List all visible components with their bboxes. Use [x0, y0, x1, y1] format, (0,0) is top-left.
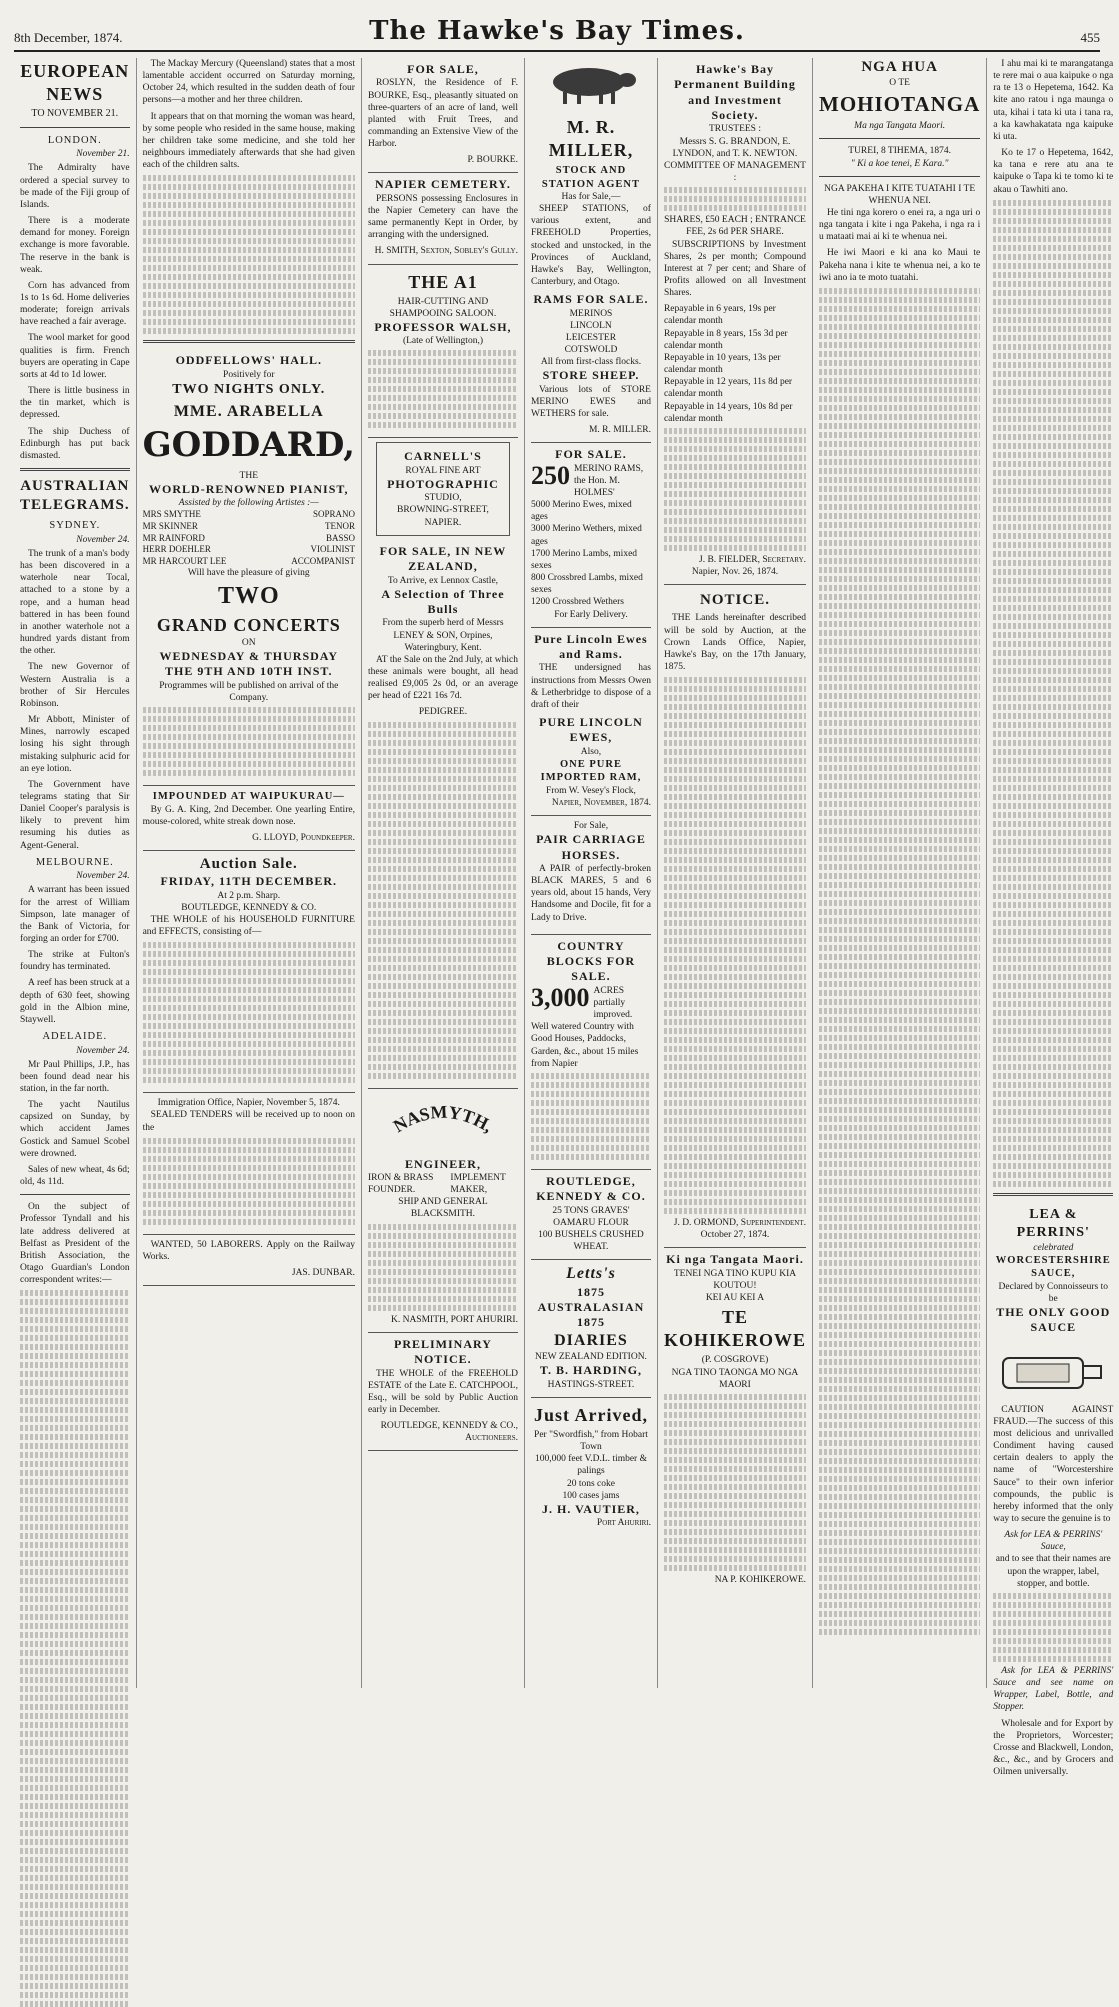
nasmyth-signature: K. NASMITH, PORT AHURIRI. — [390, 1314, 518, 1325]
ad-body-text — [368, 1224, 518, 1311]
divider — [819, 176, 980, 177]
lot-item: 1200 Crossbred Wethers — [530, 597, 624, 608]
two-nights-label: TWO NIGHTS ONLY. — [172, 381, 326, 397]
lea-footer: Ask for LEA & PERRINS' Sauce and see name on Wrapper, Label, Bottle, and Stopper. — [993, 1665, 1114, 1713]
ad-body-text — [143, 942, 355, 1083]
place-sydney: SYDNEY. — [49, 520, 101, 532]
walsh-name: PROFESSOR WALSH, — [374, 319, 512, 334]
pianist-label: WORLD-RENOWNED PIANIST, — [149, 481, 349, 496]
programmes-note: Programmes will be published on arrival of the Company. — [159, 680, 339, 703]
letts-label: Letts's — [566, 1265, 616, 1283]
acres-text: ACRES partially improved. Well watered Country with Good Houses, Paddocks, Garden, &c., about 15 miles from Napier — [530, 985, 639, 1069]
studio-label: STUDIO, — [424, 493, 462, 504]
article-body-text — [143, 175, 355, 334]
column-2 — [137, 58, 362, 1688]
wholesale-text: Wholesale and for Export by the Proprietors, Worcester; Crosse and Blackwell, London, &c., &c., and by Grocers and Oilmen universally. — [993, 1718, 1114, 1778]
preliminary-text: THE WHOLE of the FREEHOLD ESTATE of the Late E. CATCHPOOL, Esq., will be sold by Public Auction early in December. — [367, 1368, 518, 1415]
news-paragraph: The ship Duchess of Edinburgh has put back dismasted. — [20, 426, 130, 461]
repayment-item: Repayable in 10 years, 13s per calendar month — [663, 352, 781, 376]
worcestershire-label: WORCESTERSHIRE SAUCE, — [995, 1254, 1111, 1280]
lot-item: 800 Crossbred Lambs, mixed sexes — [530, 573, 643, 596]
bulls-advertisement — [368, 540, 518, 1089]
diaries-label: DIARIES — [554, 1331, 628, 1349]
acres-count: 3,000 — [530, 982, 590, 1012]
mohiotanga-motto: " Ki a koe tenei, E Kara." — [850, 158, 949, 169]
miller-name: M. R. MILLER, — [548, 117, 634, 161]
news-paragraph: The new Governor of Western Australia is a brother of Sir Hercules Robinson. — [20, 662, 130, 709]
date-melbourne: November 24. — [76, 871, 130, 882]
place-adelaide: ADELAIDE. — [42, 1031, 108, 1043]
for-sale-label: For Sale, — [573, 821, 609, 832]
divider — [143, 340, 355, 343]
palings-item: 100,000 feet V.D.L. timber & palings — [534, 1454, 647, 1477]
article-paragraph: Ko te 17 o Hepetema, 1642, ka tana e rere atu ana te kaipuke o Tapa ki te tomo ki te akau o Tawhiti ano. — [993, 148, 1114, 195]
impounded-heading: IMPOUNDED AT WAIPUKURAU— — [152, 791, 345, 803]
merino-sale-advertisement — [531, 443, 651, 627]
harding-street: HASTINGS-STREET. — [547, 1379, 635, 1390]
news-paragraph: The strike at Fulton's foundry has terminated. — [20, 950, 130, 973]
caution-text: CAUTION AGAINST FRAUD.—The success of this most delicious and unrivalled Condiment having caused certain dealers to apply the name of "Worcestershire Sauce" to their own inferior compounds, the public is hereby informed that the only way to secure the genuine is to — [993, 1404, 1114, 1524]
concert-advertisement — [143, 349, 355, 786]
sheep-stations-text: SHEEP STATIONS, of various extent, and FREEHOLD Properties, stocked and unstocked, in the Provinces of Auckland, Hawke's Bay, Wellington, Canterbury, and Otago. — [530, 204, 651, 288]
cemetery-signature: H. SMITH, Sexton, Sobley's Gully. — [374, 246, 518, 257]
masthead — [14, 10, 1100, 52]
country-blocks-heading: COUNTRY BLOCKS FOR SALE. — [546, 938, 636, 984]
wheat-label: 100 BUSHELS CRUSHED WHEAT. — [538, 1229, 644, 1253]
news-paragraph: The trunk of a man's body has been discovered in a waterhole near Tocal, attached to a stone by a rope, and a human head battered in has been found in another waterhole not a hundred yards distant from the other. — [20, 549, 130, 657]
impounded-text: By G. A. King, 2nd December. One yearling Entire, mouse-colored, white streak down nose. — [142, 804, 355, 827]
ad-body-text — [993, 1593, 1113, 1662]
tender-notice — [143, 1093, 355, 1234]
bulls-sale-text: AT the Sale on the 2nd July, at which these animals were bought, all head realised £9,005 2s 0d, or an average per head of £221 16s 7d. — [367, 654, 518, 702]
nz-edition: NEW ZEALAND EDITION. — [534, 1352, 647, 1363]
land-lots-text — [664, 677, 806, 1214]
committee-list — [664, 187, 806, 211]
subscriptions-text: SUBSCRIPTIONS by Investment Shares, 2s per month; Compound Interest at 7 per cent; and Share of Profits allowed on all Investment Shares. — [663, 239, 806, 299]
nasmyth-arc-heading — [368, 1097, 518, 1153]
sauce-bottle-icon — [993, 1342, 1113, 1398]
nga-hua-heading: NGA HUA — [861, 59, 938, 75]
auctioneers-name: BOUTLEDGE, KENNEDY & CO. — [181, 902, 317, 913]
cemetery-text: PERSONS possessing Enclosures in the Napier Cemetery can have the same permanently Kept in Order, by arranging with the undersigned. — [367, 193, 518, 241]
photographic-label: PHOTOGRAPHIC — [387, 476, 499, 491]
newspaper-title: The Hawke's Bay Times. — [369, 16, 745, 46]
date-adelaide: November 24. — [76, 1045, 130, 1056]
artiste-row: MR RAINFORD BASSO — [142, 532, 355, 543]
diaries-year: 1875 AUSTRALASIAN 1875 — [537, 1284, 645, 1330]
household-text: THE WHOLE of his HOUSEHOLD FURNITURE and EFFECTS, consisting of— — [142, 914, 355, 938]
artiste-row: MR SKINNER TENOR — [142, 521, 355, 531]
ad-body-text — [664, 428, 806, 551]
store-sheep-text: Various lots of STORE MERINO EWES and WETHERS for sale. — [530, 384, 651, 419]
auction-date: FRIDAY, 11TH DECEMBER. — [160, 874, 338, 889]
has-for-sale: Has for Sale,— — [561, 191, 621, 202]
date-sydney: November 24. — [76, 534, 130, 545]
australian-telegrams-heading: AUSTRALIAN TELEGRAMS. — [20, 478, 130, 514]
repayment-item: Repayable in 8 years, 15s 3d per calendar month — [663, 328, 788, 351]
flocks-label: All from first-class flocks. — [540, 357, 642, 368]
news-paragraph: Corn has advanced from 1s to 1s 6d. Home deliveries moderate; foreign arrivals have reached a fair average. — [20, 280, 130, 328]
repayment-item: Repayable in 12 years, 11s 8d per calendar month — [663, 377, 793, 400]
notice-text: THE Lands hereinafter described will be sold by Auction, at the Crown Lands Office, Napier, Hawke's Bay, on the 17th January, 1875. — [663, 613, 806, 672]
lincoln-advertisement — [531, 628, 651, 816]
implement-label: IMPLEMENT MAKER, — [450, 1173, 506, 1196]
news-paragraph: The Admiralty have ordered a special survey to be made of the Fiji group of Islands. — [20, 163, 130, 210]
store-sheep-heading: STORE SHEEP. — [542, 368, 640, 383]
walsh-sub: (Late of Wellington,) — [402, 336, 483, 347]
routledge-heading: ROUTLEDGE, KENNEDY & CO. — [536, 1173, 646, 1204]
sheep-illustration — [531, 62, 651, 106]
lea-perrins-heading: LEA & PERRINS' — [1016, 1206, 1090, 1240]
breeds-list: MERINOS LINCOLN LEICESTER COTSWOLD — [564, 308, 618, 356]
stock-agent-advertisement — [531, 110, 651, 443]
the-label: THE — [239, 470, 259, 481]
repayment-item: Repayable in 14 years, 10s 8d per calendar month — [663, 401, 793, 424]
impounded-notice — [143, 786, 355, 851]
honor-label: Will have the pleasure of giving — [187, 568, 310, 579]
divider — [20, 127, 130, 128]
news-paragraph: The Mackay Mercury (Queensland) states that a most lamentable accident occurred on Saturday morning, October 24, which resulted in the sudden death of four persons—a mother and her three children. — [142, 59, 355, 106]
carnell-sub: ROYAL FINE ART — [405, 465, 481, 476]
lot-item: 5000 Merino Ewes, mixed ages — [530, 500, 632, 523]
vautier-name: J. H. VAUTIER, — [542, 1501, 640, 1516]
positively-label: Positively for — [223, 369, 275, 380]
saloon-label: HAIR-CUTTING AND SHAMPOOING SALOON. — [389, 296, 497, 319]
artiste-row: HERR DOEHLER VIOLINIST — [142, 544, 355, 555]
iron-label: IRON & BRASS FOUNDER. — [367, 1173, 434, 1196]
on-label: ON — [241, 637, 256, 648]
foundry-labels — [368, 1172, 518, 1196]
ad-body-text — [368, 350, 518, 428]
wanted-text: WANTED, 50 LABORERS. Apply on the Railway Works. — [142, 1239, 355, 1262]
trustees-list: Messrs S. G. BRANDON, E. LYNDON, and T. K. NEWTON. — [672, 136, 798, 159]
harding-name: T. B. HARDING, — [539, 1363, 643, 1378]
kei-label: KEI AU KEI A — [705, 1293, 765, 1304]
delivery-note: For Early Delivery. — [554, 609, 628, 620]
pedigree-label: PEDIGREE. — [418, 707, 468, 718]
article-body-text — [819, 288, 980, 1635]
date-london: November 21. — [76, 149, 130, 160]
committee-label: COMMITTEE OF MANAGEMENT : — [664, 160, 806, 184]
kohikerowe-signature: NA P. KOHIKEROWE. — [714, 1574, 806, 1585]
street-label: BROWNING-STREET, — [397, 505, 489, 516]
a1-heading: THE A1 — [408, 271, 478, 292]
issue-date: 8th December, 1874. — [14, 30, 123, 45]
mohiotanga-date: TUREI, 8 TIHEMA, 1874. — [848, 146, 951, 157]
preliminary-signature: ROUTLEDGE, KENNEDY & CO., Auctioneers. — [380, 1421, 518, 1444]
roslyn-signature: P. BOURKE. — [467, 155, 518, 166]
for-sale-heading: FOR SALE, — [407, 62, 479, 76]
column-7 — [987, 58, 1119, 1778]
ram-label: ONE PURE IMPORTED RAM, — [540, 758, 642, 784]
news-paragraph: A warrant has been issued for the arrest of William Simpson, late manager of the Bank of Victoria, for forging an order for £700. — [20, 885, 130, 944]
mohiotanga-sub: Ma nga Tangata Maori. — [854, 121, 946, 132]
lea-perrins-advertisement — [993, 1202, 1113, 1789]
shares-label: SHARES, £50 EACH ; ENTRANCE FEE, 2s 6d PER SHARE. — [664, 215, 806, 238]
ad-body-text — [143, 707, 355, 776]
blacksmith-label: SHIP AND GENERAL BLACKSMITH. — [398, 1197, 488, 1220]
svg-text:NASMYTH,: NASMYTH, — [389, 1101, 497, 1136]
news-paragraph: It appears that on that morning the woman was heard, by some people who resided in the same house, making her children take some medicine, and she told her neighbours immediately afterwards that she had given each of the children salts. — [142, 111, 355, 171]
place-london: LONDON. — [47, 134, 102, 146]
wanted-signature: JAS. DUNBAR. — [291, 1268, 355, 1279]
cemetery-advertisement — [368, 173, 518, 264]
ask-label: Ask for LEA & PERRINS' Sauce, — [1004, 1530, 1103, 1553]
building-society-advertisement — [664, 58, 806, 585]
impounded-signature: G. LLOYD, Poundkeeper. — [252, 832, 355, 843]
assisted-label: Assisted by the following Artistes :— — [178, 498, 319, 509]
immigration-office: Immigration Office, Napier, November 5, 1874. — [157, 1098, 340, 1109]
ormond-date: October 27, 1874. — [700, 1230, 770, 1241]
concert-dates: THE 9TH AND 10TH INST. — [165, 664, 333, 679]
notice-heading: NOTICE. — [700, 592, 770, 609]
column-1 — [14, 58, 137, 1688]
page-number: 455 — [1080, 30, 1100, 45]
carriage-horses-advertisement — [531, 816, 651, 935]
news-paragraph: Mr Abbott, Minister of Mines, narrowly escaped losing his sight through mistaking sulphuric acid for an eye lotion. — [20, 715, 130, 774]
wanted-notice — [143, 1235, 355, 1286]
grand-concerts-label: GRAND CONCERTS — [156, 614, 341, 635]
rams-count: 250 — [530, 460, 570, 490]
ad-body-text — [664, 1394, 806, 1571]
ormond-signature: J. D. ORMOND, Superintendent. — [673, 1218, 806, 1229]
fielder-signature: J. B. FIELDER, Secretary. — [699, 554, 806, 565]
cosgrove-label: (P. COSGROVE) — [701, 1355, 769, 1366]
place-melbourne: MELBOURNE. — [35, 856, 114, 868]
pedigree-text — [368, 722, 518, 1079]
auction-time: At 2 p.m. Sharp. — [217, 890, 281, 901]
kohikerowe-name: TE KOHIKEROWE — [663, 1307, 806, 1351]
divider — [993, 1193, 1113, 1196]
european-news-sub: TO NOVEMBER 21. — [31, 108, 119, 120]
just-arrived-heading: Just Arrived, — [533, 1404, 648, 1425]
engineer-label: ENGINEER, — [404, 1156, 481, 1171]
concert-days: WEDNESDAY & THURSDAY — [159, 649, 339, 664]
kinga-heading: Ki nga Tangata Maori. — [666, 1252, 804, 1267]
column-3 — [362, 58, 525, 1688]
kohikerowe-advertisement — [664, 1248, 806, 1592]
article-paragraph: He iwi Maori e ki ana ko Maui te Pakeha nana i kite te whenua nei, a ko te iwi ano ia te moto tuatahi. — [819, 248, 981, 283]
society-title: Hawke's Bay Permanent Building and Investment Society. — [674, 62, 796, 123]
flock-label: From W. Vesey's Flock, — [545, 785, 636, 796]
swordfish-label: Per "Swordfish," from Hobart Town — [534, 1430, 648, 1453]
ask-note: and to see that their names are upon the wrapper, label, stopper, and bottle. — [995, 1554, 1111, 1589]
preliminary-heading: PRELIMINARY NOTICE. — [394, 1336, 492, 1367]
news-paragraph: There is little business in the tin market, which is depressed. — [20, 386, 130, 421]
divider — [819, 138, 980, 139]
column-5 — [658, 58, 813, 1688]
fielder-date: Napier, Nov. 26, 1874. — [691, 567, 779, 578]
trustees-label: TRUSTEES : — [708, 124, 761, 135]
celebrated-label: celebrated — [1033, 1242, 1074, 1253]
two-label: TWO — [217, 583, 280, 610]
artiste-row: MRS SMYTHE SOPRANO — [142, 509, 355, 520]
news-paragraph: Sales of new wheat, 4s 6d; old, 4s 11d. — [20, 1164, 130, 1188]
rams-heading: RAMS FOR SALE. — [533, 292, 649, 307]
only-good-sauce-label: THE ONLY GOOD SAUCE — [996, 1304, 1111, 1335]
country-blocks-advertisement — [531, 935, 651, 1170]
news-paragraph: The Government have telegrams stating that Sir Daniel Cooper's paralysis is likely to prevent him resuming his duties as Agent-General. — [20, 779, 130, 851]
auction-heading: Auction Sale. — [199, 856, 298, 873]
o-te-label: O TE — [889, 78, 910, 89]
flour-label: 25 TONS GRAVES' OAMARU FLOUR — [552, 1205, 630, 1228]
article-paragraph: He tini nga korero o enei ra, a nga uri o nga tangata i kite i nga Pakeha, i nga ra i u mataati mai ai ki te whenua nei. — [819, 208, 981, 243]
performer-first-name: MME. ARABELLA — [173, 402, 324, 420]
stock-agent-label: STOCK AND STATION AGENT — [541, 165, 641, 190]
hall-name: ODDFELLOWS' HALL. — [175, 353, 322, 368]
news-paragraph: A reef has been struck at a depth of 630 feet, showing gold in the Albion mine, Staywell. — [20, 978, 130, 1025]
vautier-place: Port Ahuriri. — [596, 1518, 651, 1529]
taonga-label: NGA TINO TAONGA MO NGA MAORI — [671, 1367, 799, 1390]
artiste-row: MR HARCOURT LEE ACCOMPANIST — [142, 555, 355, 566]
news-paragraph: The wool market for good qualities is firm. French buyers are operating in Cape sorts at 4d to 1d lower. — [20, 333, 130, 380]
photographic-studio-advertisement — [376, 442, 510, 535]
carriage-horses-heading: PAIR CARRIAGE HORSES. — [536, 832, 646, 862]
lincoln-date: Napier, November, 1874. — [551, 797, 651, 808]
lot-item: 3000 Merino Wethers, mixed ages — [530, 524, 642, 547]
article-heading: NGA PAKEHA I KITE TUATAHI I TE WHENUA NEI. — [824, 183, 976, 206]
column-6 — [813, 58, 987, 1688]
bulls-arrive: To Arrive, ex Lennox Castle, — [387, 575, 499, 586]
jams-item: 100 cases jams — [562, 1490, 620, 1501]
ad-body-text — [531, 1073, 651, 1160]
article-paragraph: I ahu mai ki te marangatanga te rere mai o aua kaipuke o nga ra te 13 o Hepetema, 1642. Ka kite ano ratou i nga maunga o uta, kihai i tata ki uta i tana ra, a ka kawhakatata nga kaipuke ki uta. — [993, 59, 1114, 142]
tenei-label: TENEI NGA TINO KUPU KIA KOUTOU! — [673, 1268, 797, 1291]
diaries-advertisement — [531, 1260, 651, 1398]
pure-lincoln-label: PURE LINCOLN EWES, — [539, 715, 643, 745]
article-body-text — [993, 200, 1113, 1187]
columns — [14, 58, 1114, 1778]
news-paragraph: On the subject of Professor Tyndall and his late address delivered at Belfast as President of the British Association, the Otago Guardian's London correspondent writes:— — [20, 1202, 130, 1286]
news-paragraph: Mr Paul Phillips, J.P., has been found dead near his station, in the far north. — [20, 1059, 130, 1094]
lincoln-heading: Pure Lincoln Ewes and Rams. — [534, 631, 648, 662]
just-arrived-advertisement — [531, 1398, 651, 1535]
tender-text: SEALED TENDERS will be received up to noon on the — [142, 1110, 355, 1133]
column-4 — [525, 58, 658, 1688]
bulls-for-sale: FOR SALE, IN NEW ZEALAND, — [379, 543, 507, 574]
declared-label: Declared by Connoisseurs to be — [998, 1281, 1109, 1304]
napier-label: NAPIER. — [424, 517, 462, 528]
cemetery-heading: NAPIER CEMETERY. — [375, 177, 511, 192]
mohiotanga-heading: MOHIOTANGA — [819, 92, 981, 117]
divider — [20, 468, 130, 471]
carriage-horses-text: A PAIR of perfectly-broken BLACK MARES, 5 and 6 years old, about 15 hands, Very Handsome and Docile, fit for a Lady to Drive. — [530, 863, 651, 923]
roslyn-advertisement — [368, 58, 518, 173]
preliminary-notice — [368, 1333, 518, 1452]
for-sale-heading: FOR SALE. — [555, 447, 627, 462]
hairdresser-advertisement — [368, 265, 518, 439]
also-label: Also, — [580, 746, 602, 757]
bulls-from: From the superb herd of Messrs LENEY & SON, Orpines, Wateringbury, Kent. — [382, 618, 504, 653]
lincoln-text: THE undersigned has instructions from Messrs Owen & Letherbridge to dispose of a draft of their — [530, 663, 651, 710]
rams-text: MERINO RAMS, the Hon. M. HOLMES' — [573, 463, 644, 498]
repayment-item: Repayable in 6 years, 19s per calendar month — [663, 304, 776, 327]
news-paragraph: There is a moderate demand for money. Foreign exchange is more favorable. The reserve in the bank is weak. — [20, 216, 130, 275]
coke-item: 20 tons coke — [566, 1478, 615, 1489]
ad-body-text — [143, 1138, 355, 1225]
land-sale-notice — [664, 585, 806, 1248]
carnell-name: CARNELL'S — [404, 449, 482, 464]
article-body-text — [20, 1290, 130, 2007]
lot-item: 1700 Merino Lambs, mixed sexes — [530, 548, 638, 571]
artiste-list — [143, 509, 355, 567]
miller-signature: M. R. MILLER. — [588, 425, 651, 436]
bulls-heading: A Selection of Three Bulls — [381, 586, 505, 617]
auction-advertisement — [143, 851, 355, 1093]
divider — [20, 1194, 130, 1195]
news-paragraph: The yacht Nautilus capsized on Sunday, by which accident James Gostick and Samuel Scobel were drowned. — [20, 1100, 130, 1159]
flour-advertisement — [531, 1170, 651, 1260]
engineer-advertisement — [368, 1089, 518, 1333]
roslyn-text: ROSLYN, the Residence of F. BOURKE, Esq., pleasantly situated on three-quarters of an acre of land, well planted with Fruit Trees, and commanding an Extensive View of the Harbor. — [367, 78, 518, 150]
performer-surname: GODDARD, — [142, 425, 355, 466]
european-news-heading: EUROPEAN NEWS — [20, 61, 130, 105]
